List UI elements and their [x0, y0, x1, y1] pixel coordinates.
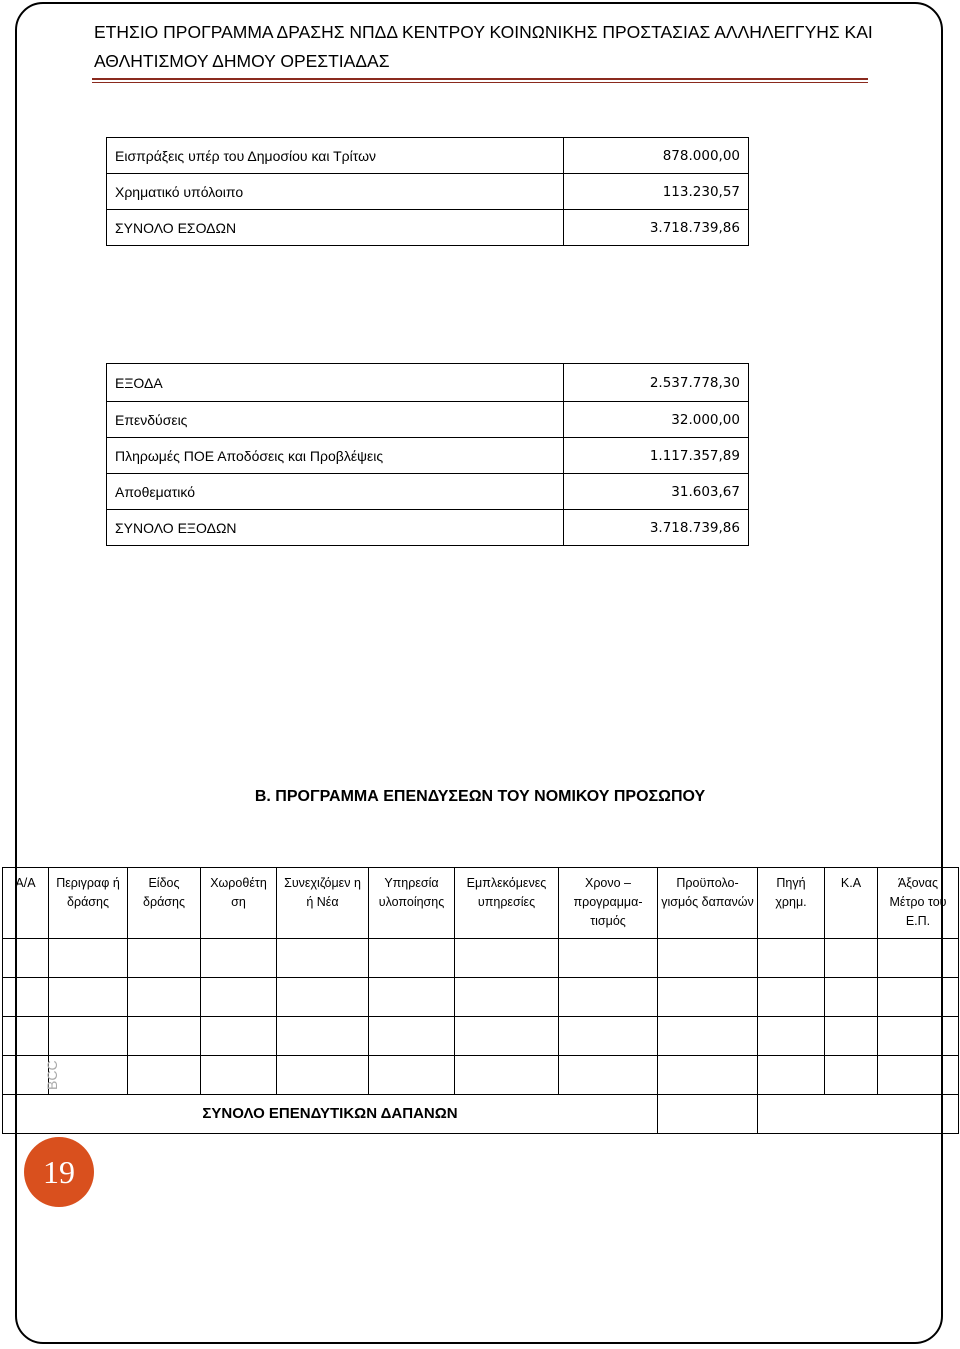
table-cell: [3, 1056, 49, 1095]
column-header: Υπηρεσία υλοποίησης: [369, 868, 455, 939]
total-row: [3, 1095, 959, 1134]
expense-label: ΕΞΟΔΑ: [107, 364, 564, 402]
table-cell: [559, 978, 658, 1017]
column-header: Συνεχιζόμεν η ή Νέα: [277, 868, 369, 939]
expense-value: 31.603,67: [564, 474, 749, 510]
table-row: [107, 438, 749, 474]
income-table: [106, 137, 749, 246]
total-budget-cell: [658, 1095, 758, 1134]
income-label: Εισπράξεις υπέρ του Δημοσίου και Τρίτων: [107, 138, 564, 174]
income-value: 878.000,00: [564, 138, 749, 174]
table-cell: [201, 1017, 277, 1056]
table-cell: [128, 1017, 201, 1056]
table-cell: [758, 978, 825, 1017]
table-cell: [128, 1056, 201, 1095]
column-header: Εμπλεκόμενες υπηρεσίες: [455, 868, 559, 939]
income-label: Χρηματικό υπόλοιπο: [107, 174, 564, 210]
table-cell: [277, 1017, 369, 1056]
table-cell: [559, 1056, 658, 1095]
table-cell: [369, 1056, 455, 1095]
table-cell: [455, 1056, 559, 1095]
column-header: Άξονας Μέτρο του Ε.Π.: [878, 868, 959, 939]
table-cell: [758, 939, 825, 978]
table-cell: [658, 1056, 758, 1095]
table-cell: [369, 939, 455, 978]
investment-table: [2, 867, 959, 1134]
table-cell: [455, 939, 559, 978]
expense-total-value: 3.718.739,86: [564, 510, 749, 546]
table-row: [3, 978, 959, 1017]
table-cell: [277, 939, 369, 978]
table-header-row: [3, 868, 959, 939]
column-header: Χρονο – προγραμμα-τισμός: [559, 868, 658, 939]
table-row: [3, 939, 959, 978]
table-cell: [455, 978, 559, 1017]
table-row: [3, 1017, 959, 1056]
side-text: BCC: [44, 1060, 60, 1090]
column-header: Κ.Α: [825, 868, 878, 939]
table-cell: [825, 1056, 878, 1095]
table-cell: [201, 939, 277, 978]
table-cell: [559, 939, 658, 978]
table-row: [3, 1056, 959, 1095]
column-header: Είδος δράσης: [128, 868, 201, 939]
column-header: Προϋπολο-γισμός δαπανών: [658, 868, 758, 939]
table-cell: [758, 1056, 825, 1095]
table-row: [107, 138, 749, 174]
table-cell: [758, 1017, 825, 1056]
table-cell: [878, 978, 959, 1017]
investment-section-title: Β. ΠΡΟΓΡΑΜΜΑ ΕΠΕΝΔΥΣΕΩΝ ΤΟΥ ΝΟΜΙΚΟΥ ΠΡΟΣΩΠΟΥ: [254, 788, 706, 805]
table-row: [107, 364, 749, 402]
table-cell: [277, 1056, 369, 1095]
expense-total-label: ΣΥΝΟΛΟ ΕΞΟΔΩΝ: [107, 510, 564, 546]
column-header: Α/Α: [3, 868, 49, 939]
total-empty-cell: [758, 1095, 959, 1134]
expense-value: 2.537.778,30: [564, 364, 749, 402]
table-cell: [49, 978, 128, 1017]
table-cell: [559, 1017, 658, 1056]
table-row: [107, 474, 749, 510]
table-cell: [3, 939, 49, 978]
table-cell: [658, 1017, 758, 1056]
header-rule: [92, 78, 868, 80]
header-rule-thin: [92, 82, 868, 83]
table-row: [107, 174, 749, 210]
table-cell: [128, 939, 201, 978]
table-cell: [658, 939, 758, 978]
table-cell: [878, 1017, 959, 1056]
expense-label: Πληρωμές ΠΟΕ Αποδόσεις και Προβλέψεις: [107, 438, 564, 474]
table-cell: [201, 1056, 277, 1095]
column-header: Πηγή χρημ.: [758, 868, 825, 939]
table-cell: [277, 978, 369, 1017]
table-cell: [878, 1056, 959, 1095]
page-number: 19: [43, 1153, 75, 1190]
expense-label: Αποθεματικό: [107, 474, 564, 510]
table-cell: [878, 939, 959, 978]
table-cell: [825, 1017, 878, 1056]
column-header: Περιγραφ ή δράσης: [49, 868, 128, 939]
expense-label: Επενδύσεις: [107, 402, 564, 438]
table-row: [107, 510, 749, 546]
expense-table: [106, 363, 749, 546]
total-label: ΣΥΝΟΛΟ ΕΠΕΝΔΥΤΙΚΩΝ ΔΑΠΑΝΩΝ: [202, 1105, 458, 1122]
expense-value: 1.117.357,89: [564, 438, 749, 474]
table-cell: [3, 978, 49, 1017]
total-label-cell: [3, 1095, 658, 1134]
table-cell: [201, 978, 277, 1017]
table-cell: [825, 978, 878, 1017]
column-header: Χωροθέτη ση: [201, 868, 277, 939]
table-cell: [49, 939, 128, 978]
page-number-badge: [24, 1137, 94, 1207]
expense-value: 32.000,00: [564, 402, 749, 438]
table-row: [107, 402, 749, 438]
table-cell: [3, 1017, 49, 1056]
income-value: 113.230,57: [564, 174, 749, 210]
income-total-label: ΣΥΝΟΛΟ ΕΣΟΔΩΝ: [107, 210, 564, 246]
table-cell: [825, 939, 878, 978]
table-cell: [49, 1017, 128, 1056]
table-cell: [369, 1017, 455, 1056]
table-row: [107, 210, 749, 246]
income-total-value: 3.718.739,86: [564, 210, 749, 246]
table-cell: [369, 978, 455, 1017]
table-cell: [658, 978, 758, 1017]
document-header-title: ΕΤΗΣΙΟ ΠΡΟΓΡΑΜΜΑ ΔΡΑΣΗΣ ΝΠΔΔ ΚΕΝΤΡΟΥ ΚΟΙΝΩΝΙΚΗΣ ΠΡΟΣΤΑΣΙΑΣ ΑΛΛΗΛΕΓΓΥΗΣ ΚΑΙ ΑΘΛΗΤΙΣΜΟΥ ΔΗΜΟΥ ΟΡΕΣΤΙΑΔΑΣ: [94, 22, 873, 71]
table-cell: [128, 978, 201, 1017]
table-cell: [455, 1017, 559, 1056]
